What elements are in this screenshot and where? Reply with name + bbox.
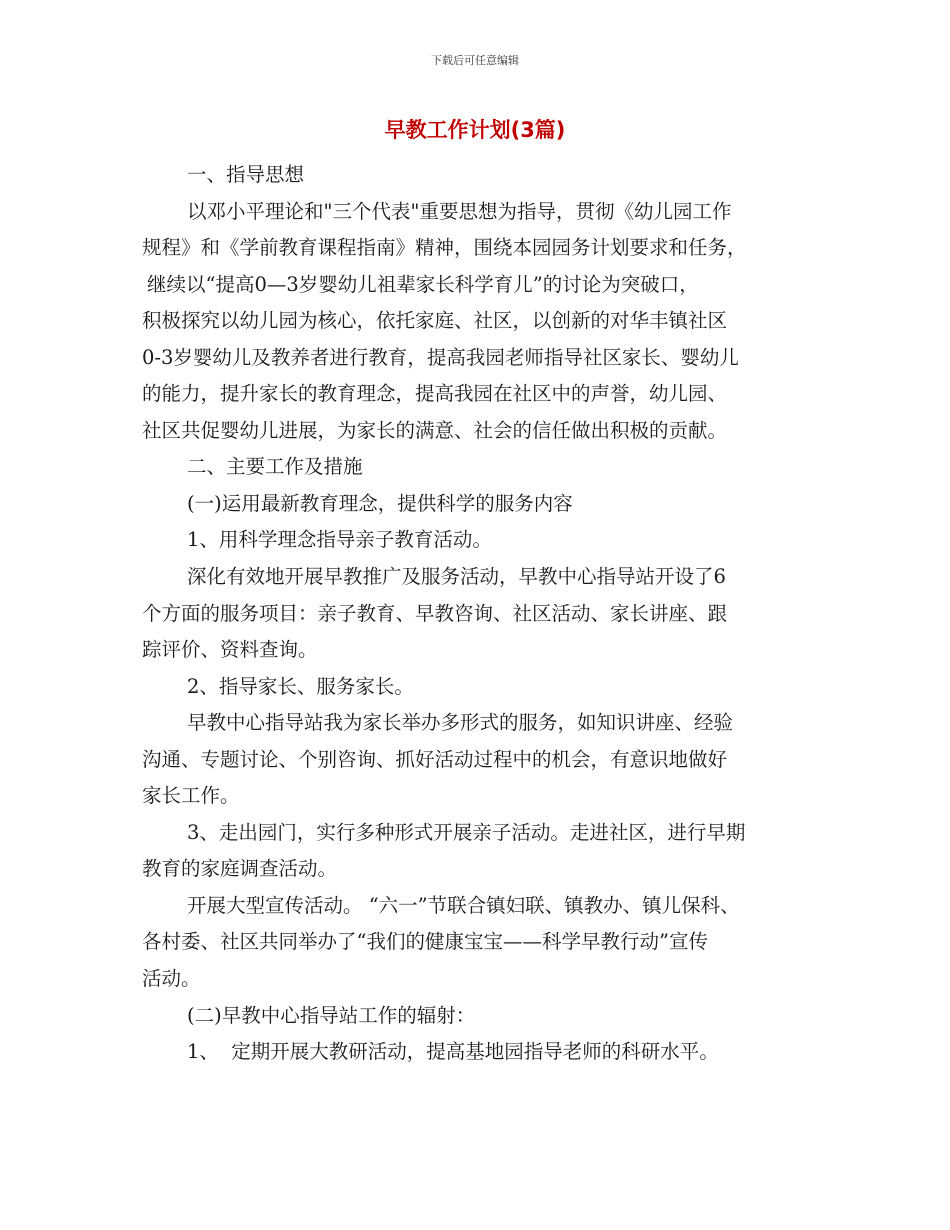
paragraph-line: 的能力，提升家长的教育理念，提高我园在社区中的声誉，幼儿园、 [142, 382, 728, 406]
paragraph-line: 各村委、社区共同举办了“我们的健康宝宝——科学早教行动”宣传 [142, 930, 708, 954]
subsection-heading: (一)运用最新教育理念，提供科学的服务内容 [187, 491, 573, 515]
paragraph-line: 积极探究以幼儿园为核心，依托家庭、社区，以创新的对华丰镇社区 [142, 309, 728, 333]
document-title: 早教工作计划(3篇) [384, 118, 566, 142]
document-body [142, 157, 817, 1071]
paragraph-line: 社区共促婴幼儿进展，为家长的满意、社会的信任做出积极的贡献。 [142, 418, 728, 442]
list-item: 1、 定期开展大教研活动，提高基地园指导老师的科研水平。 [187, 1040, 719, 1064]
paragraph-line: 踪评价、资料查询。 [142, 638, 318, 662]
list-item: 2、指导家长、服务家长。 [187, 674, 414, 698]
paragraph-line: 继续以“提高0—3岁婴幼儿祖辈家长科学育儿”的讨论为突破口， [147, 272, 699, 296]
subsection-heading: (二)早教中心指导站工作的辐射： [187, 1003, 476, 1027]
paragraph-line: 家长工作。 [142, 784, 240, 808]
paragraph-line: 0-3岁婴幼儿及教养者进行教育，提高我园老师指导社区家长、婴幼儿 [142, 345, 739, 369]
page-header-note: 下载后可任意编辑 [431, 54, 519, 67]
paragraph-line: 个方面的服务项目：亲子教育、早教咨询、社区活动、家长讲座、跟 [142, 601, 728, 625]
paragraph-line: 规程》和《学前教育课程指南》精神，围绕本园园务计划要求和任务， [142, 236, 747, 260]
paragraph-line: 活动。 [142, 967, 201, 991]
section-heading: 一、指导思想 [187, 163, 305, 186]
paragraph-line: 以邓小平理论和"三个代表"重要思想为指导，贯彻《幼儿园工作 [187, 199, 732, 223]
paragraph-line: 沟通、专题讨论、个别咨询、抓好活动过程中的机会，有意识地做好 [142, 747, 728, 771]
paragraph-line: 早教中心指导站我为家长举办多形式的服务，如知识讲座、经验 [187, 711, 734, 735]
list-item: 1、用科学理念指导亲子教育活动。 [187, 528, 492, 552]
paragraph-line: 开展大型宣传活动。 “六一”节联合镇妇联、镇教办、镇儿保科、 [187, 893, 740, 917]
list-item: 3、走出园门，实行多种形式开展亲子活动。走进社区，进行早期 [187, 820, 746, 844]
section-heading: 二、主要工作及措施 [187, 455, 363, 479]
paragraph-line: 深化有效地开展早教推广及服务活动，早教中心指导站开设了6 [187, 565, 726, 589]
paragraph-line: 教育的家庭调查活动。 [142, 857, 338, 881]
